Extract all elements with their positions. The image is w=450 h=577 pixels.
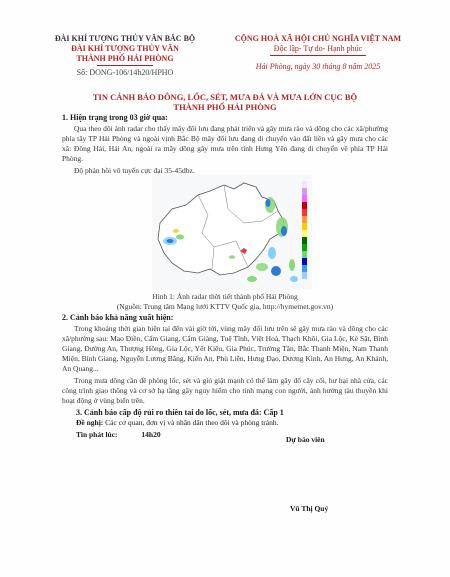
figure-source: (Nguồn: Trung tâm Mạng lưới KTTV Quốc gia, http://hymetnet.gov.vn)	[116, 302, 334, 311]
radar-color-scale	[302, 181, 307, 279]
document-number: Số: DONG-106/14h20/HPHO	[76, 68, 174, 77]
motto-divider	[270, 55, 366, 56]
document-title	[40, 92, 410, 112]
nation-motto: Độc lập- Tự do- Hạnh phúc	[273, 44, 363, 53]
section1-heading: 1. Hiện trạng trong 03 giờ qua:	[62, 113, 168, 122]
agency-header	[50, 34, 200, 78]
signer-name: Vũ Thị Quý	[290, 504, 329, 513]
recipients-line	[76, 418, 278, 428]
issue-date: Hải Phòng, ngày 30 tháng 8 năm 2025	[255, 62, 381, 71]
issue-time-line	[76, 430, 161, 440]
issue-time-value: 14h20	[141, 430, 161, 439]
section2-heading: 2. Cảnh báo khả năng xuất hiện:	[62, 313, 174, 322]
title-line1: TIN CẢNH BÁO DÔNG, LỐC, SÉT, MƯA ĐÁ VÀ MƯA LỚN CỤC BỘ	[92, 92, 358, 102]
agency-divider	[97, 65, 153, 66]
section3-heading: 3. Cảnh báo cấp độ rủi ro thiên tai do lốc, sét, mưa đá: Cấp 1	[76, 408, 284, 417]
section1-paragraph: Qua theo dõi ảnh radar cho thấy mây đối lưu đang phát triển và gây mưa rào và dông cho các xã/phường phía tây TP Hải Phòng và ngoài vịnh Bắc Bộ mây đối lưu đang di chuyển vào đất liền và gây mưa cho các xã: Đông Hải, Hải An, ngoài ra mây dông gây mưa trên tỉnh Hưng Yên đang di chuyển về phía TP Hải Phòng.	[62, 124, 388, 163]
signer-role: Dự báo viên	[286, 435, 325, 444]
parent-agency: ĐÀI KHÍ TƯỢNG THỦY VĂN BẮC BỘ	[54, 34, 196, 43]
reflectivity-note: Độ phản hồi vô tuyến cực đại 35-45dbz.	[74, 166, 195, 175]
section2-paragraph2: Trong mưa dông cần đề phòng lốc, sét và gió giật mạnh có thể làm gãy đổ cây cối, hư hại nhà cửa, các công trình giao thông và cơ sở hạ tầng gây nguy hiểm cho tính mạng con người, ảnh hưởng tàu thuyền khi hoạt động ở vùng biển trên.	[62, 376, 388, 405]
agency-name-line2: THÀNH PHỐ HẢI PHÒNG	[76, 54, 174, 63]
radar-map-image	[152, 175, 312, 290]
figure-caption: Hình 1: Ảnh radar thời tiết thành phố Hải Phòng	[152, 292, 298, 301]
issue-time-label: Tin phát lúc:	[76, 430, 118, 439]
agency-name-line1: ĐÀI KHÍ TƯỢNG THỦY VĂN	[71, 44, 179, 53]
nation-header	[218, 34, 418, 72]
section2-paragraph1: Trong khoảng thời gian hiện tại đến vài giờ tới, vùng mây đối lưu trên sẽ gây mưa rào và dông cho các xã/phường sau: Mao Điền, Cẩm Giang, Cẩm Giàng, Tuệ Tĩnh, Việt Hoà, Thạch Khôi, Gia Lộc, Kẻ Sặt, Bình Giang, Đường An, Thượng Hồng, Gia Lộc, Yết Kiêu, Gia Phúc, Trường Tân, Bắc Thanh Miện, Nam Thanh Miện, Bình Giang, Nguyễn Lương Bằng, Kiến An, Phù Liễn, Hưng Đạo, Dương Kinh, An Hưng, An Khánh, An Quang...	[62, 324, 388, 373]
nation-name: CỘNG HOÀ XÃ HỘI CHỦ NGHĨA VIỆT NAM	[234, 34, 402, 43]
title-line2: THÀNH PHỐ HẢI PHÒNG	[173, 102, 277, 112]
recipients-label: Đề nghị:	[76, 418, 104, 427]
recipients-text: Các cơ quan, đơn vị và nhân dân theo dõi và phòng tránh.	[105, 418, 279, 427]
